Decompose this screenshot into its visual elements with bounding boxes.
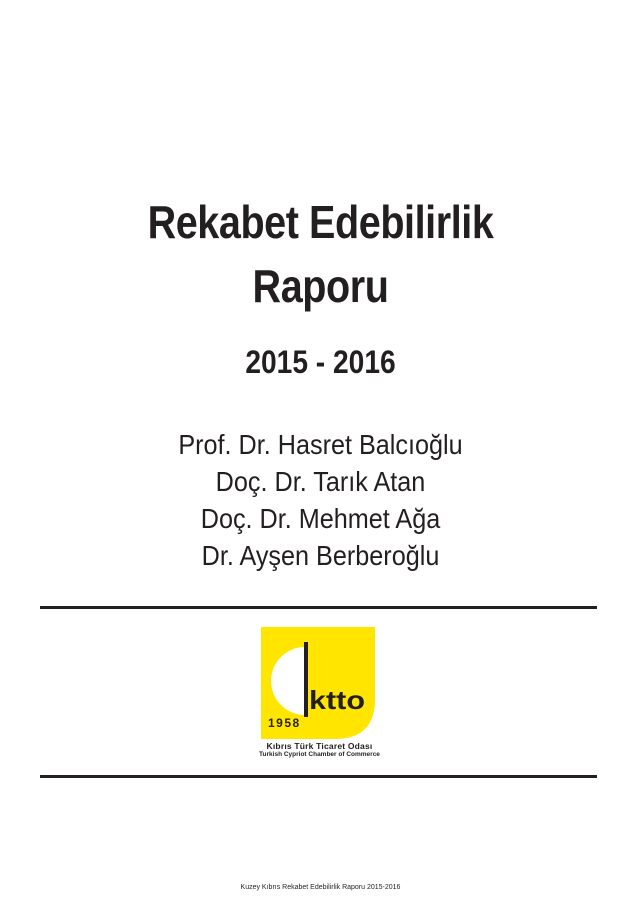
author-list — [0, 426, 641, 574]
page-footer: Kuzey Kıbrıs Rekabet Edebilirlik Raporu 2015-2016 — [240, 884, 401, 891]
logo-name-turkish: Kıbrıs Türk Ticaret Odası — [266, 741, 373, 751]
logo-year: 1958 — [268, 716, 301, 730]
author-3: Doç. Dr. Mehmet Ağa — [200, 503, 441, 534]
divider-top — [40, 606, 597, 609]
logo-acronym: ktto — [309, 685, 365, 715]
author-2: Doç. Dr. Tarık Atan — [215, 466, 426, 497]
author-4: Dr. Ayşen Berberoğlu — [201, 540, 440, 571]
logo-vertical-bar — [304, 642, 308, 717]
report-title-line-2: Raporu — [252, 260, 389, 312]
report-period: 2015 - 2016 — [245, 344, 396, 380]
logo-name-english: Turkish Cypriot Chamber of Commerce — [259, 751, 380, 758]
author-1: Prof. Dr. Hasret Balcıoğlu — [178, 429, 463, 460]
divider-bottom — [40, 775, 597, 778]
ktto-logo — [261, 627, 375, 739]
report-title-line-1: Rekabet Edebilirlik — [147, 196, 494, 248]
